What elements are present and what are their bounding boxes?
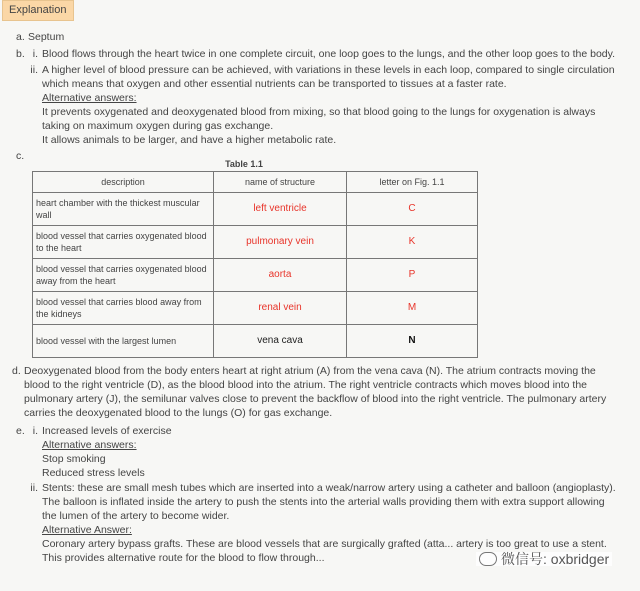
answer-d-text: Deoxygenated blood from the body enters heart at right atrium (A) from the vena cava (N). The atrium contracts moving the blood to the right ventricle (D), as the blood blood into the atrium. The right ventricle contracts which moves blood into the pulmonary artery (J), the semilunar valves close to prevent the backflow of blood into the right ventricle. The pulmonary artery carries the deoxygenated blood to the lungs (O) for gas exchange.: [24, 365, 607, 419]
answer-e-i-label: i.: [32, 425, 38, 437]
table-row: [33, 259, 478, 292]
answer-a: [16, 30, 620, 44]
answer-b-i-label: i.: [32, 48, 38, 60]
row-description: blood vessel that carries blood away from the kidneys: [33, 292, 214, 325]
header-description: description: [33, 172, 214, 193]
answer-b-i: [28, 47, 620, 61]
wechat-watermark: [476, 552, 612, 566]
watermark-text: 微信号: oxbridger: [501, 551, 610, 567]
table-title: Table 1.1: [225, 159, 263, 169]
answer-a-label: a.: [16, 31, 25, 43]
explanation-tab[interactable]: Explanation: [2, 0, 74, 21]
answer-e-i: [28, 424, 620, 480]
answer-c-label: c.: [16, 150, 25, 162]
answer-b-label: b.: [16, 48, 25, 60]
answer-e-ii-text: Stents: these are small mesh tubes which are inserted into a weak/narrow artery using a catheter and balloon (angioplasty). The balloon is inflated inside the artery to push the stents into the arterial walls providing them with extra support allowing the lumen of the artery to become wider.: [42, 482, 616, 522]
structure-table: [32, 171, 478, 358]
answer-d: [12, 364, 620, 420]
table-row: [33, 325, 478, 358]
row-name: aorta: [214, 259, 347, 292]
answer-b-alt-2: It allows animals to be larger, and have a higher metabolic rate.: [42, 134, 337, 146]
answer-b-ii-label: ii.: [30, 64, 38, 76]
table-row: [33, 226, 478, 259]
row-description: heart chamber with the thickest muscular wall: [33, 193, 214, 226]
row-description: blood vessel that carries oxygenated blood to the heart: [33, 226, 214, 259]
answer-e-label: e.: [16, 425, 25, 437]
row-name: renal vein: [214, 292, 347, 325]
explanation-content: [12, 30, 620, 565]
answer-b-alt-heading: Alternative answers:: [42, 92, 137, 104]
answer-e: [16, 424, 620, 565]
answer-e-i-alt-heading: Alternative answers:: [42, 439, 137, 451]
row-name: pulmonary vein: [214, 226, 347, 259]
table-row: [33, 193, 478, 226]
row-letter: N: [347, 325, 478, 358]
answer-b-i-text: Blood flows through the heart twice in one complete circuit, one loop goes to the lungs, and the other loop goes to the body.: [42, 48, 616, 60]
header-name: name of structure: [214, 172, 347, 193]
answer-b-alt-1: It prevents oxygenated and deoxygenated blood from mixing, so that blood going to the lungs for oxygenation is always taking on maximum oxygen during gas exchange.: [42, 106, 596, 132]
row-letter: C: [347, 193, 478, 226]
row-name: left ventricle: [214, 193, 347, 226]
header-letter: letter on Fig. 1.1: [347, 172, 478, 193]
table-header-row: [33, 172, 478, 193]
table-row: [33, 292, 478, 325]
answer-e-ii-alt-text: Coronary artery bypass grafts. These are blood vessels that are surgically grafted (atta... artery is too great to use a stent. This provides alternative route for the blood to flow through...: [42, 538, 607, 564]
answer-e-ii-alt-heading: Alternative Answer:: [42, 524, 132, 536]
answer-e-i-text: Increased levels of exercise: [42, 425, 172, 437]
answer-d-label: d.: [12, 365, 21, 377]
answer-b-ii: [28, 63, 620, 147]
row-letter: M: [347, 292, 478, 325]
row-name: vena cava: [214, 325, 347, 358]
answer-b: [16, 47, 620, 147]
row-letter: K: [347, 226, 478, 259]
answer-e-i-alt-2: Reduced stress levels: [42, 467, 145, 479]
answer-b-ii-text: A higher level of blood pressure can be achieved, with variations in these levels in each loop, compared to single circulation which means that oxygen and other essential nutrients can be transported to tissues at a faster rate.: [42, 64, 615, 90]
row-letter: P: [347, 259, 478, 292]
wechat-icon: [479, 552, 497, 566]
row-description: blood vessel that carries oxygenated blood away from the heart: [33, 259, 214, 292]
answer-e-i-alt-1: Stop smoking: [42, 453, 106, 465]
row-description: blood vessel with the largest lumen: [33, 325, 214, 358]
answer-a-text: Septum: [28, 31, 65, 43]
answer-e-ii-label: ii.: [30, 482, 38, 494]
